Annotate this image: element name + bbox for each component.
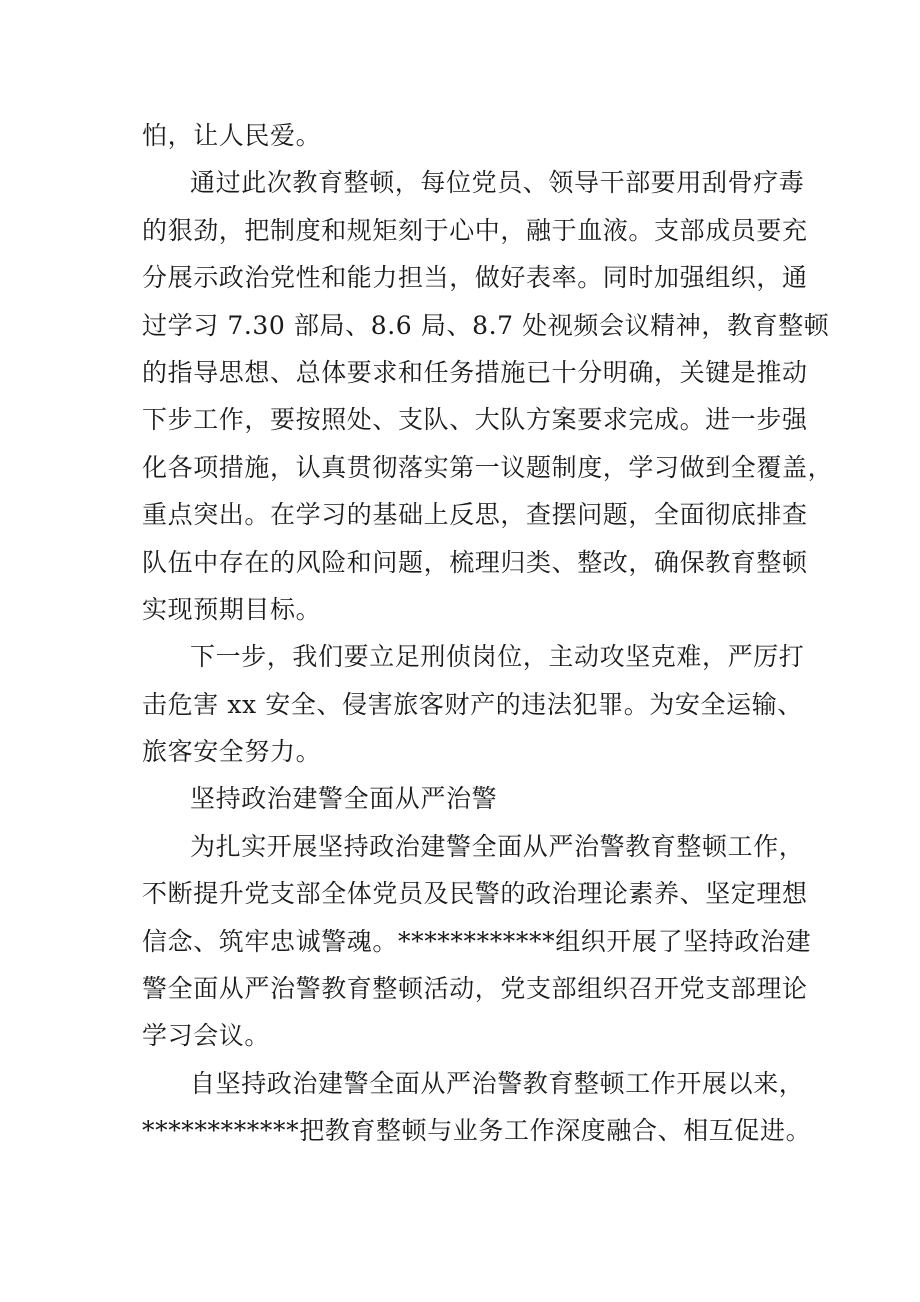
- text-line: 化各项措施，认真贯彻落实第一议题制度，学习做到全覆盖，: [142, 452, 834, 482]
- paragraph-start-line: 为扎实开展坚持政治建警全面从严治警教育整顿工作，: [190, 831, 805, 861]
- section-heading: 坚持政治建警全面从严治警: [190, 784, 498, 814]
- text-line: 旅客安全努力。: [142, 737, 322, 767]
- paragraph-start-line: 通过此次教育整顿，每位党员、领导干部要用刮骨疗毒: [190, 168, 805, 198]
- text-line: 击危害 xx 安全、侵害旅客财产的违法犯罪。为安全运输、: [142, 689, 803, 719]
- text-line: 的狠劲，把制度和规矩刻于心中，融于血液。支部成员要充: [142, 215, 808, 245]
- text-line: 怕，让人民爱。: [142, 121, 322, 150]
- text-line: 过学习 7.30 部局、8.6 局、8.7 处视频会议精神，教育整顿: [142, 310, 830, 340]
- paragraph-start-line: 自坚持政治建警全面从严治警教育整顿工作开展以来，: [190, 1068, 805, 1098]
- text-line: 的指导思想、总体要求和任务措施已十分明确，关键是推动: [142, 357, 808, 387]
- document-body: [142, 112, 834, 1155]
- paragraph-start-line: 下一步，我们要立足刑侦岗位，主动攻坚克难，严厉打: [190, 642, 805, 672]
- text-line: 不断提升党支部全体党员及民警的政治理论素养、坚定理想: [142, 879, 808, 909]
- text-line: 学习会议。: [142, 1021, 271, 1051]
- text-line: 警全面从严治警教育整顿活动，党支部组织召开党支部理论: [142, 974, 808, 1004]
- text-line: 下步工作，要按照处、支队、大队方案要求完成。进一步强: [142, 405, 808, 435]
- text-line: 分展示政治党性和能力担当，做好表率。同时加强组织，通: [142, 263, 808, 293]
- text-line: 实现预期目标。: [142, 594, 322, 624]
- text-line: ************把教育整顿与业务工作深度融合、相互促进。: [142, 1116, 812, 1146]
- text-line: 信念、筑牢忠诚警魂。************组织开展了坚持政治建: [142, 926, 812, 956]
- text-line: 队伍中存在的风险和问题，梳理归类、整改，确保教育整顿: [142, 547, 808, 577]
- text-line: 重点突出。在学习的基础上反思，查摆问题，全面彻底排查: [142, 500, 808, 530]
